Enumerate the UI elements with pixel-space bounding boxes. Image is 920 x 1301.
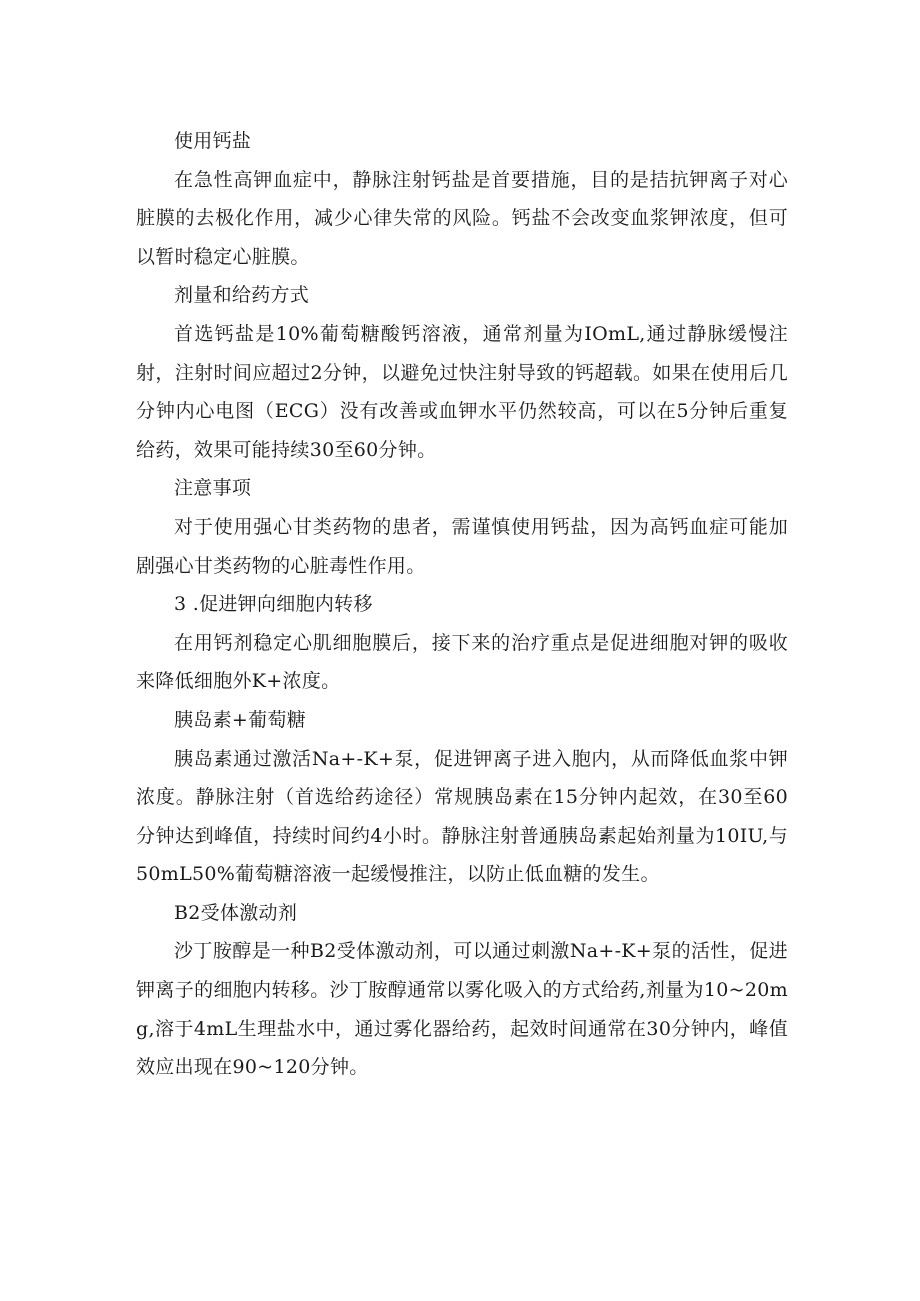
section-heading-precautions: 注意事项 bbox=[174, 477, 252, 500]
paragraph-precautions: 对于使用强心甘类药物的患者，需谨慎使用钙盐，因为高钙血症可能加剧强心甘类药物的心脏毒性作用。 bbox=[136, 515, 788, 577]
document-body bbox=[136, 122, 788, 1087]
section-heading-insulin-glucose: 胰岛素+葡萄糖 bbox=[174, 708, 307, 731]
paragraph-insulin-glucose: 胰岛素通过激活Na+-K+泵，促进钾离子进入胞内，从而降低血浆中钾浓度。静脉注射（首选给药途径）常规胰岛素在15分钟内起效，在30至60分钟达到峰值，持续时间约4小时。静脉注射普通胰岛素起始剂量为10IU,与50mL50%葡萄糖溶液一起缓慢推注，以防止低血糖的发生。 bbox=[136, 747, 788, 886]
paragraph-dosage: 首选钙盐是10%葡萄糖酸钙溶液，通常剂量为IOmL,通过静脉缓慢注射，注射时间应超过2分钟，以避免过快注射导致的钙超载。如果在使用后几分钟内心电图（ECG）没有改善或血钾水平仍然较高，可以在5分钟后重复给药，效果可能持续30至60分钟。 bbox=[136, 322, 788, 461]
paragraph-potassium-shift: 在用钙剂稳定心肌细胞膜后，接下来的治疗重点是促进细胞对钾的吸收来降低细胞外K+浓度。 bbox=[136, 631, 788, 693]
section-heading-dosage: 剂量和给药方式 bbox=[174, 284, 310, 307]
section-heading-b2-agonist: B2受体激动剂 bbox=[174, 901, 298, 924]
section-heading-potassium-shift: 3 .促进钾向细胞内转移 bbox=[174, 593, 373, 616]
paragraph-calcium-purpose: 在急性高钾血症中，静脉注射钙盐是首要措施，目的是拮抗钾离子对心脏膜的去极化作用，减少心律失常的风险。钙盐不会改变血浆钾浓度，但可以暂时稳定心脏膜。 bbox=[136, 168, 788, 268]
section-heading-calcium-salt: 使用钙盐 bbox=[174, 130, 252, 152]
paragraph-b2-agonist: 沙丁胺醇是一种B2受体激动剂，可以通过刺激Na+-K+泵的活性，促进钾离子的细胞内转移。沙丁胺醇通常以雾化吸入的方式给药,剂量为10~20mg,溶于4mL生理盐水中，通过雾化器给药，起效时间通常在30分钟内，峰值效应出现在90~120分钟。 bbox=[136, 940, 788, 1079]
